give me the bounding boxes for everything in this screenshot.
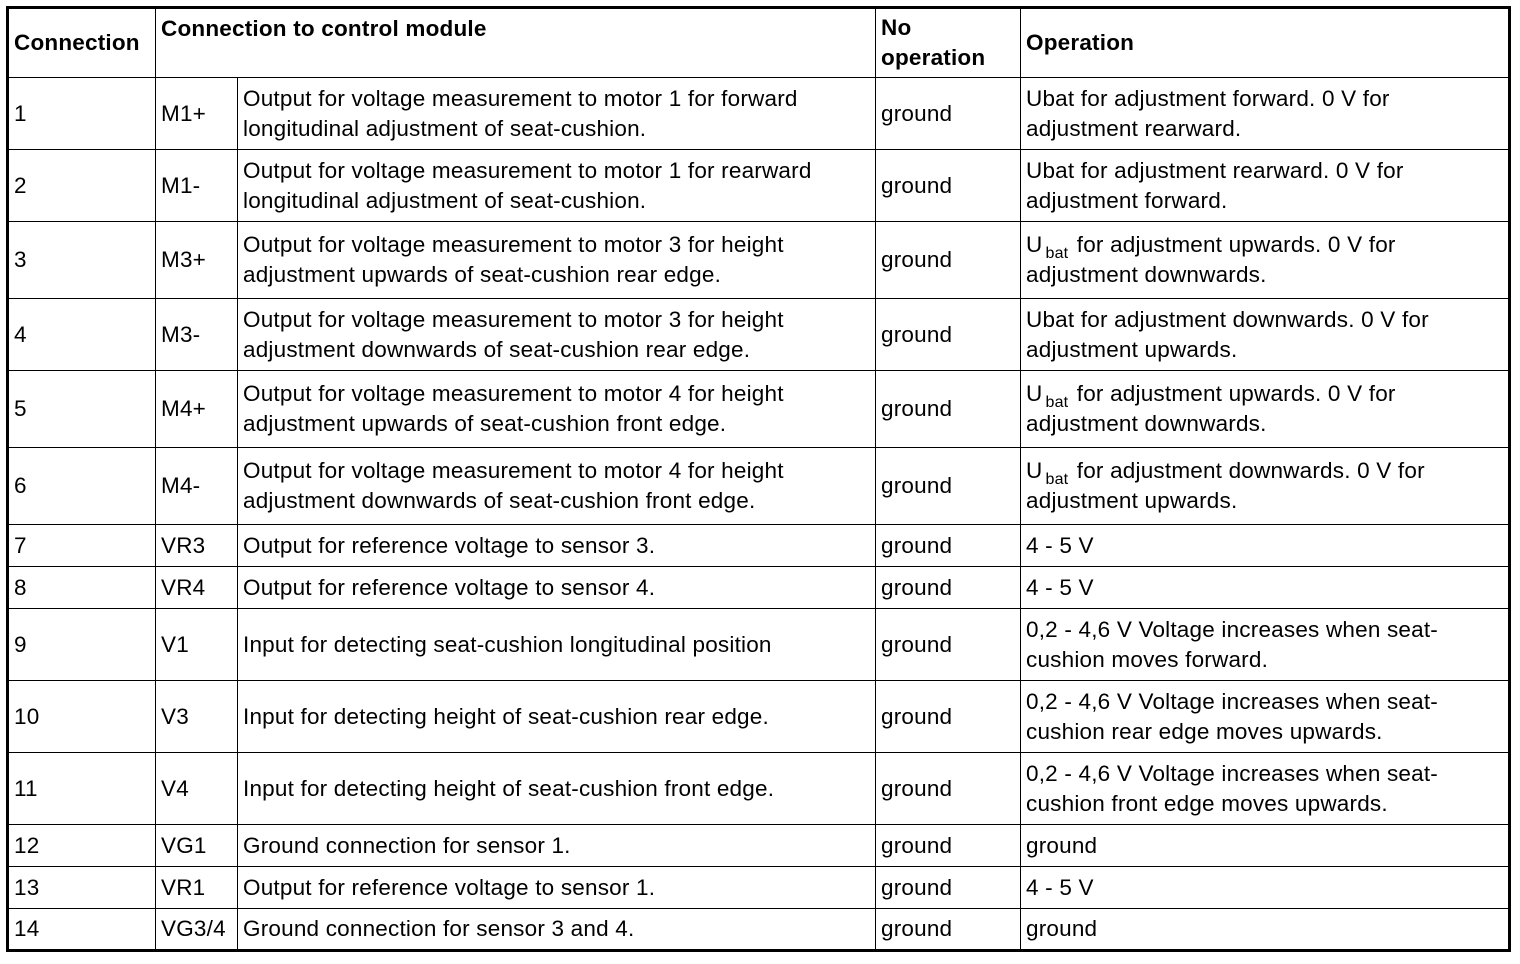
table-row [8,448,1510,525]
operation-value: ground [1021,825,1510,867]
connection-number: 4 [8,299,156,371]
module-code: V3 [156,681,238,753]
table-row [8,150,1510,222]
no-operation-value: ground [876,909,1021,951]
operation-value: Ubat for adjustment forward. 0 V for adjustment rearward. [1021,78,1510,150]
module-code: VR3 [156,525,238,567]
operation-rest: for adjustment upwards. 0 V for adjustment downwards. [1026,381,1396,436]
no-operation-value: ground [876,371,1021,448]
table-row [8,681,1510,753]
operation-value: 0,2 - 4,6 V Voltage increases when seat-cushion front edge moves upwards. [1021,753,1510,825]
connection-number: 12 [8,825,156,867]
operation-subscript: bat [1045,245,1069,262]
connection-description: Input for detecting height of seat-cushion front edge. [238,753,876,825]
connection-number: 9 [8,609,156,681]
table-row [8,78,1510,150]
connection-description: Input for detecting seat-cushion longitudinal position [238,609,876,681]
header-connection-to-control-module: Connection to control module [156,8,876,78]
module-code: M4+ [156,371,238,448]
table-header-row [8,8,1510,78]
connection-description: Output for voltage measurement to motor 4 for height adjustment upwards of seat-cushion front edge. [238,371,876,448]
header-no-operation: No operation [876,8,1021,78]
operation-u: U [1026,381,1043,406]
operation-rest: for adjustment upwards. 0 V for adjustment downwards. [1026,232,1396,287]
table-row [8,825,1510,867]
connection-number: 11 [8,753,156,825]
table-row [8,299,1510,371]
module-code: M1- [156,150,238,222]
module-code: VG3/4 [156,909,238,951]
operation-value: 4 - 5 V [1021,567,1510,609]
table-row [8,371,1510,448]
no-operation-value: ground [876,448,1021,525]
connection-number: 3 [8,222,156,299]
no-operation-value: ground [876,681,1021,753]
connection-number: 6 [8,448,156,525]
connection-description: Output for voltage measurement to motor 4 for height adjustment downwards of seat-cushion front edge. [238,448,876,525]
operation-rest: for adjustment downwards. 0 V for adjustment upwards. [1026,458,1425,513]
connection-description: Output for reference voltage to sensor 4. [238,567,876,609]
connection-description: Output for reference voltage to sensor 1. [238,867,876,909]
operation-value: 4 - 5 V [1021,867,1510,909]
table-row [8,567,1510,609]
operation-value: Ubat for adjustment downwards. 0 V for adjustment upwards. [1021,299,1510,371]
operation-value: 0,2 - 4,6 V Voltage increases when seat-cushion rear edge moves upwards. [1021,681,1510,753]
table-row [8,753,1510,825]
operation-u: U [1026,232,1043,257]
connection-number: 2 [8,150,156,222]
table-row [8,222,1510,299]
connection-number: 5 [8,371,156,448]
connection-description: Output for reference voltage to sensor 3. [238,525,876,567]
operation-subscript: bat [1045,471,1069,488]
operation-value: ground [1021,909,1510,951]
operation-value [1021,448,1510,525]
connection-description: Output for voltage measurement to motor 3 for height adjustment upwards of seat-cushion rear edge. [238,222,876,299]
header-connection: Connection [8,8,156,78]
module-code: M4- [156,448,238,525]
no-operation-value: ground [876,222,1021,299]
connection-description: Output for voltage measurement to motor 1 for forward longitudinal adjustment of seat-cushion. [238,78,876,150]
connection-table [6,6,1511,952]
connection-description: Input for detecting height of seat-cushion rear edge. [238,681,876,753]
no-operation-value: ground [876,567,1021,609]
connection-number: 10 [8,681,156,753]
connection-number: 8 [8,567,156,609]
header-operation: Operation [1021,8,1510,78]
no-operation-value: ground [876,753,1021,825]
table-row [8,909,1510,951]
no-operation-value: ground [876,867,1021,909]
module-code: M1+ [156,78,238,150]
operation-value: 0,2 - 4,6 V Voltage increases when seat-cushion moves forward. [1021,609,1510,681]
connection-description: Output for voltage measurement to motor 3 for height adjustment downwards of seat-cushion rear edge. [238,299,876,371]
connection-description: Ground connection for sensor 1. [238,825,876,867]
module-code: V1 [156,609,238,681]
operation-value: Ubat for adjustment rearward. 0 V for adjustment forward. [1021,150,1510,222]
module-code: M3+ [156,222,238,299]
operation-value: 4 - 5 V [1021,525,1510,567]
connection-description: Ground connection for sensor 3 and 4. [238,909,876,951]
connection-number: 7 [8,525,156,567]
operation-value [1021,371,1510,448]
operation-subscript: bat [1045,394,1069,411]
no-operation-value: ground [876,525,1021,567]
operation-value [1021,222,1510,299]
table-row [8,525,1510,567]
table-row [8,867,1510,909]
operation-u: U [1026,458,1043,483]
module-code: VG1 [156,825,238,867]
connection-number: 1 [8,78,156,150]
module-code: M3- [156,299,238,371]
no-operation-value: ground [876,299,1021,371]
module-code: VR1 [156,867,238,909]
module-code: VR4 [156,567,238,609]
no-operation-value: ground [876,150,1021,222]
connection-number: 13 [8,867,156,909]
table-row [8,609,1510,681]
module-code: V4 [156,753,238,825]
no-operation-value: ground [876,78,1021,150]
connection-number: 14 [8,909,156,951]
no-operation-value: ground [876,609,1021,681]
no-operation-value: ground [876,825,1021,867]
connection-description: Output for voltage measurement to motor 1 for rearward longitudinal adjustment of seat-cushion. [238,150,876,222]
